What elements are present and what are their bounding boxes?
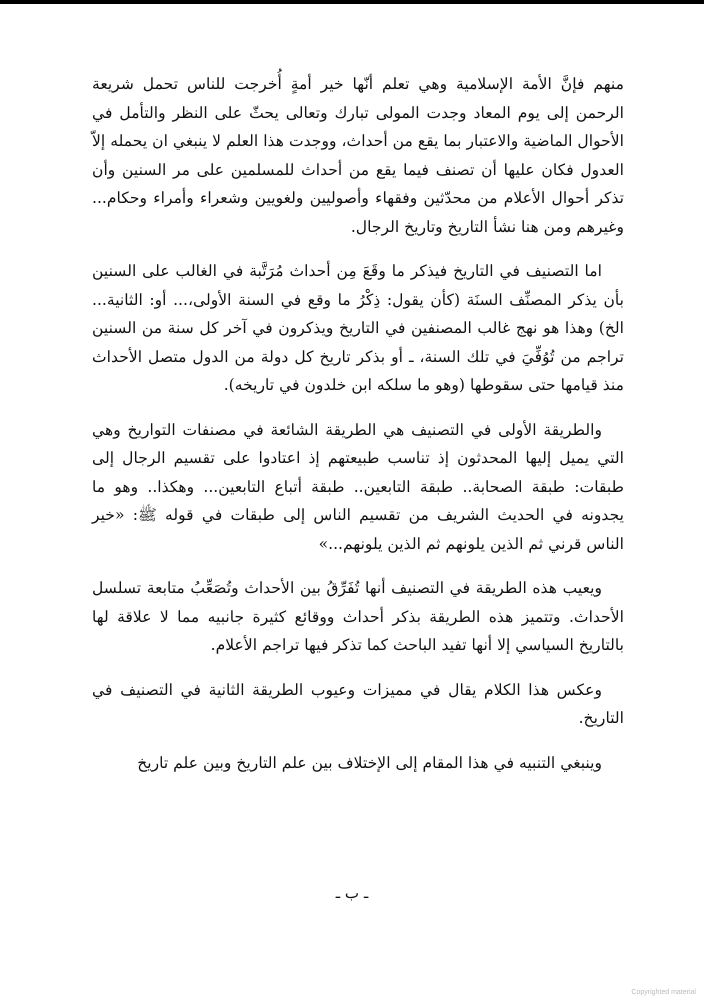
paragraph-3: والطريقة الأولى في التصنيف هي الطريقة الشائعة في مصنفات التواريخ وهي التي يميل إليها المحدثون إذ تناسب طبيعتهم إذ اعتادوا على تقسيم الرجال إلى طبقات: طبقة الصحابة.. طبقة التابعين.. طبقة أتباع التابعين... وهكذا.. وهو ما يجدونه في الحديث الشريف من تقسيم الناس إلى طبقات في قوله ﷺ: «خير الناس قرني ثم الذين يلونهم ثم الذين يلونهم...» xyxy=(92,420,624,553)
paragraph-6: وينبغي التنبيه في هذا المقام إلى الإختلاف بين علم التاريخ وبين علم تاريخ xyxy=(137,753,602,772)
copyright-watermark: Copyrighted material xyxy=(631,989,696,996)
top-border xyxy=(0,0,704,4)
document-page xyxy=(92,70,624,793)
paragraph-1: منهم فإنَّ الأمة الإسلامية وهي تعلم أنّها خير أمةٍ أُخرجت للناس تحمل شريعة الرحمن إلى يوم المعاد وجدت المولى تبارك وتعالى يحثّ على النظر والتأمل في الأحوال الماضية والاعتبار بما يقع من أحداث، ووجدت هذا العلم لا ينبغي ان يحمله إلاّ العدول فكان عليها أن تصنف فيما يقع من أحداث للمسلمين على مر السنين وأن تذكر أحوال الأعلام من محدّثين وفقهاء وأصوليين ولغويين وشعراء وأمراء وحكام... وغيرهم ومن هنا نشأ التاريخ وتاريخ الرجال. xyxy=(92,75,624,236)
paragraph-5: وعكس هذا الكلام يقال في مميزات وعيوب الطريقة الثانية في التصنيف في التاريخ. xyxy=(92,680,624,727)
paragraph-4: ويعيب هذه الطريقة في التصنيف أنها تُفَرِّقُ بين الأحداث وتُصَعِّبُ متابعة تسلسل الأحداث. وتتميز هذه الطريقة بذكر أحداث ووقائع كثيرة جانبيه مما لا علاقة لها بالتاريخ السياسي إلا أنها تفيد الباحث كما تذكر فيها تراجم الأعلام. xyxy=(92,579,624,654)
paragraph-2: اما التصنيف في التاريخ فيذكر ما وقَعَ مِن أحداث مُرَتَّبة في الغالب على السنين بأن يذكر المصنِّف السنَة (كأن يقول: ذِكْرُ ما وقع في السنة الأولى،... أو: الثانية... الخ) وهذا هو نهج غالب المصنفين في التاريخ ويذكرون في آخر كل سنة من السنين تراجم من تُوُفِّيَ في تلك السنة، ـ أو بذكر تاريخ كل دولة من الدول متصل الأحداث منذ قيامها حتى سقوطها (وهو ما سلكه ابن خلدون في تاريخه). xyxy=(92,262,624,394)
page-number: ـ ب ـ xyxy=(335,884,369,902)
